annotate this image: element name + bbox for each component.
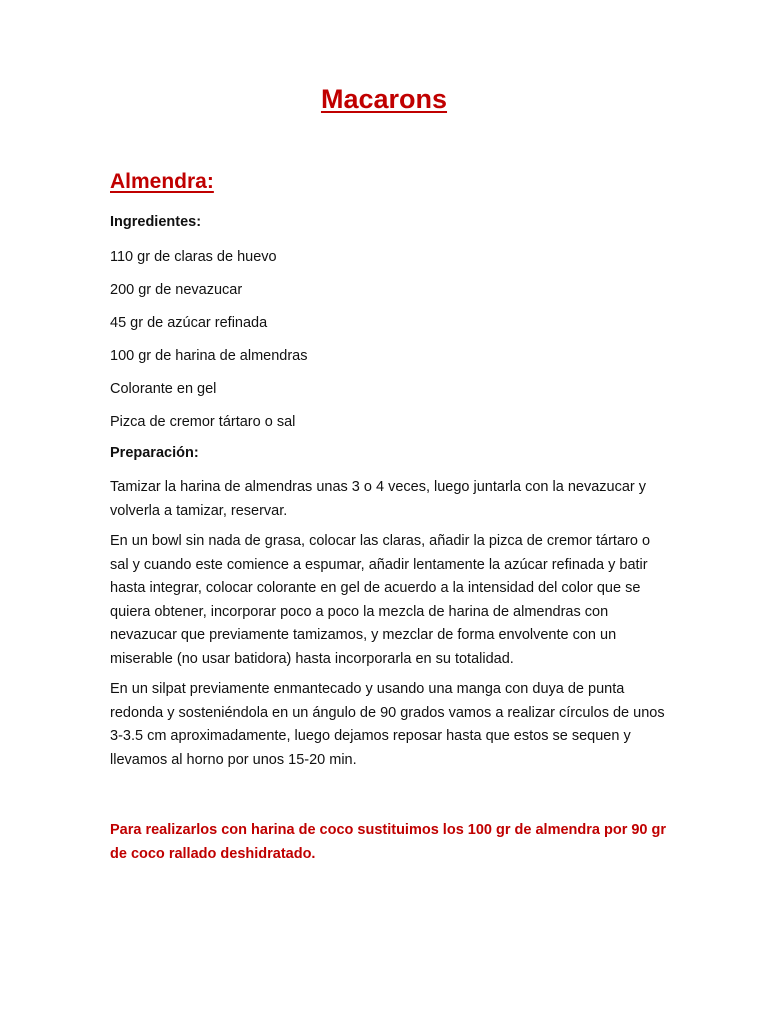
list-item: Colorante en gel: [110, 381, 217, 397]
preparation-heading: Preparación:: [110, 445, 199, 461]
list-item: 110 gr de claras de huevo: [110, 249, 277, 265]
ingredients-list: [110, 248, 308, 446]
ingredients-heading: Ingredientes:: [110, 214, 202, 230]
list-item: 100 gr de harina de almendras: [110, 348, 308, 364]
list-item: Pizca de cremor tártaro o sal: [110, 414, 296, 430]
list-item: 45 gr de azúcar refinada: [110, 315, 268, 331]
section-heading: Almendra:: [110, 170, 214, 193]
preparation-step-2: En un bowl sin nada de grasa, colocar las claras, añadir la pizca de cremor tártaro o sal y cuando este comience a espumar, añadir lentamente la azúcar refinada y batir hasta integrar, colocar colorante en gel de acuerdo a la intensidad del color que se quiera obtener, incorporar poco a poco la mezcla de harina de almendras con nevazucar que previamente tamizamos, y mezclar de forma envolvente con un miserable (no usar batidora) hasta incorporarla en su totalidad.: [110, 533, 651, 667]
preparation-step-1: Tamizar la harina de almendras unas 3 o 4 veces, luego juntarla con la nevazucar y volverla a tamizar, reservar.: [110, 479, 646, 519]
page-title: Macarons: [320, 84, 448, 114]
preparation-step-3: En un silpat previamente enmantecado y usando una manga con duya de punta redonda y sosteniéndola en un ángulo de 90 grados vamos a realizar círculos de unos 3-3.5 cm aproximadamente, luego dejamos reposar hasta que estos se sequen y llevamos al horno por unos 15-20 min.: [110, 681, 665, 768]
list-item: 200 gr de nevazucar: [110, 282, 243, 298]
coconut-note: Para realizarlos con harina de coco sustituimos los 100 gr de almendra por 90 gr de coco rallado deshidratado.: [110, 822, 667, 862]
